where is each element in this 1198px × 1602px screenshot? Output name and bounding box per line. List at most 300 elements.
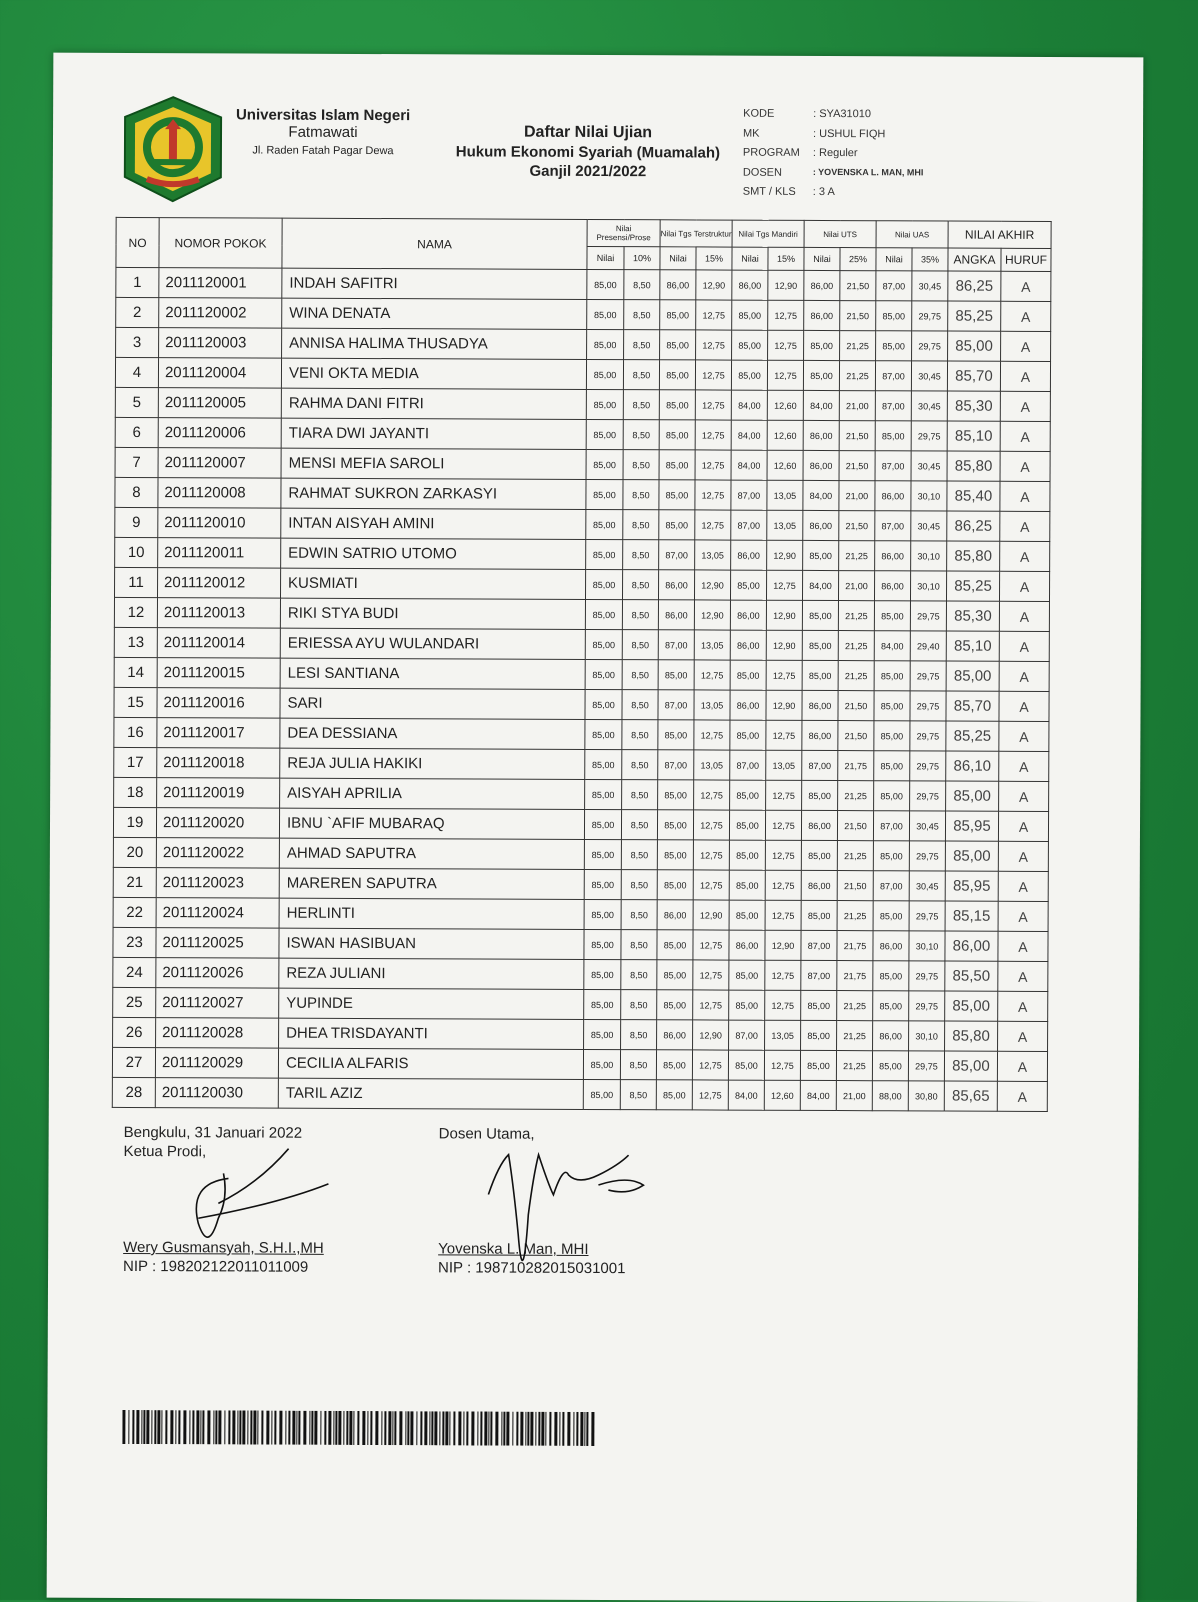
- presensi-nilai: 85,00: [586, 509, 623, 539]
- uas-35: 29,75: [909, 961, 945, 991]
- presensi-nilai: 85,00: [584, 899, 621, 929]
- tgs-man-nilai: 85,00: [728, 1050, 764, 1080]
- presensi-nilai: 85,00: [586, 419, 623, 449]
- row-nim: 2011120008: [158, 478, 281, 509]
- table-row: [114, 747, 1049, 781]
- sub-header-35: 35%: [912, 248, 948, 271]
- meta-key: DOSEN: [742, 166, 783, 179]
- uts-25: 21,50: [839, 421, 875, 451]
- presensi-nilai: 85,00: [585, 719, 622, 749]
- header-tgs-terstruktur: Nilai Tgs Terstruktur: [660, 220, 732, 247]
- uts-nilai: 86,00: [804, 300, 840, 330]
- uas-nilai: 85,00: [873, 961, 909, 991]
- row-nama: DHEA TRISDAYANTI: [279, 1018, 584, 1049]
- tgs-ter-nilai: 85,00: [659, 390, 695, 420]
- presensi-10: 8,50: [622, 600, 658, 630]
- grades-body: [112, 267, 1051, 1111]
- nilai-akhir-huruf: A: [1001, 301, 1051, 331]
- row-no: 17: [114, 747, 157, 777]
- uts-25: 21,50: [837, 871, 873, 901]
- tgs-ter-nilai: 85,00: [657, 960, 693, 990]
- sub-header-nilai: Nilai: [732, 247, 768, 270]
- sub-header-15: 15%: [768, 247, 804, 270]
- tgs-ter-15: 12,75: [695, 360, 731, 390]
- row-nama: WINA DENATA: [282, 298, 587, 329]
- uts-nilai: 85,00: [801, 840, 837, 870]
- presensi-nilai: 85,00: [585, 749, 622, 779]
- presensi-10: 8,50: [622, 630, 658, 660]
- table-row: [115, 417, 1050, 451]
- uts-nilai: 84,00: [803, 480, 839, 510]
- row-no: 7: [115, 447, 158, 477]
- row-no: 22: [113, 897, 156, 927]
- uts-25: 21,25: [840, 331, 876, 361]
- tgs-man-nilai: 85,00: [729, 810, 765, 840]
- row-nama: MENSI MEFIA SAROLI: [281, 448, 586, 479]
- uts-25: 21,00: [836, 1081, 872, 1111]
- row-nim: 2011120019: [157, 778, 280, 809]
- tgs-man-15: 12,90: [766, 600, 802, 630]
- nilai-akhir-angka: 85,95: [945, 871, 998, 901]
- presensi-nilai: 85,00: [584, 809, 621, 839]
- tgs-man-15: 12,75: [764, 1050, 800, 1080]
- tgs-ter-15: 12,75: [693, 870, 729, 900]
- presensi-nilai: 85,00: [583, 1079, 620, 1109]
- presensi-10: 8,50: [622, 780, 658, 810]
- uts-nilai: 86,00: [803, 420, 839, 450]
- presensi-10: 8,50: [621, 900, 657, 930]
- meta-value: : Reguler: [812, 146, 858, 160]
- tgs-man-15: 12,75: [768, 300, 804, 330]
- uas-nilai: 87,00: [876, 271, 912, 301]
- presensi-10: 8,50: [623, 540, 659, 570]
- table-row: [113, 837, 1048, 871]
- nilai-akhir-huruf: A: [997, 1051, 1047, 1081]
- row-nim: 2011120003: [159, 328, 282, 359]
- uas-nilai: 87,00: [873, 871, 909, 901]
- nilai-akhir-angka: 85,00: [945, 991, 998, 1021]
- presensi-nilai: 85,00: [587, 269, 624, 299]
- table-row: [112, 1047, 1047, 1081]
- uas-nilai: 85,00: [874, 721, 910, 751]
- tgs-man-15: 12,90: [767, 540, 803, 570]
- nilai-akhir-huruf: A: [999, 661, 1049, 691]
- uas-nilai: 86,00: [873, 1021, 909, 1051]
- tgs-ter-nilai: 85,00: [659, 360, 695, 390]
- presensi-nilai: 85,00: [587, 299, 624, 329]
- nilai-akhir-angka: 85,80: [947, 541, 1000, 571]
- tgs-ter-15: 12,75: [693, 840, 729, 870]
- presensi-nilai: 85,00: [584, 989, 621, 1019]
- uas-nilai: 86,00: [875, 481, 911, 511]
- row-nim: 2011120017: [157, 718, 280, 749]
- uts-nilai: 86,00: [801, 810, 837, 840]
- tgs-man-nilai: 87,00: [731, 510, 767, 540]
- uts-nilai: 85,00: [801, 990, 837, 1020]
- uas-nilai: 85,00: [872, 1051, 908, 1081]
- header-nilai-akhir: NILAI AKHIR: [948, 221, 1051, 248]
- uts-25: 21,25: [836, 1051, 872, 1081]
- presensi-10: 8,50: [622, 660, 658, 690]
- uts-nilai: 85,00: [801, 1020, 837, 1050]
- tgs-ter-nilai: 86,00: [658, 600, 694, 630]
- row-nim: 2011120028: [156, 1018, 279, 1049]
- nilai-akhir-huruf: A: [999, 751, 1049, 781]
- nilai-akhir-huruf: A: [999, 721, 1049, 751]
- uts-nilai: 86,00: [801, 870, 837, 900]
- nilai-akhir-angka: 85,15: [945, 901, 998, 931]
- tgs-ter-nilai: 85,00: [659, 450, 695, 480]
- presensi-nilai: 85,00: [585, 689, 622, 719]
- presensi-nilai: 85,00: [584, 959, 621, 989]
- uas-35: 29,75: [909, 991, 945, 1021]
- row-no: 28: [112, 1077, 155, 1107]
- tgs-man-nilai: 86,00: [732, 270, 768, 300]
- uts-25: 21,00: [838, 571, 874, 601]
- row-nama: ISWAN HASIBUAN: [279, 928, 584, 959]
- presensi-10: 8,50: [623, 390, 659, 420]
- tgs-ter-15: 13,05: [694, 630, 730, 660]
- uas-nilai: 85,00: [874, 661, 910, 691]
- tgs-ter-15: 12,75: [695, 480, 731, 510]
- nilai-akhir-angka: 85,30: [947, 391, 1000, 421]
- row-nim: 2011120018: [157, 748, 280, 779]
- row-no: 21: [113, 867, 156, 897]
- table-row: [115, 507, 1050, 541]
- uts-25: 21,25: [838, 781, 874, 811]
- nilai-akhir-huruf: A: [998, 961, 1048, 991]
- tgs-man-nilai: 86,00: [730, 600, 766, 630]
- presensi-10: 8,50: [623, 480, 659, 510]
- table-row: [115, 387, 1050, 421]
- nilai-akhir-huruf: A: [998, 991, 1048, 1021]
- tgs-man-15: 13,05: [766, 750, 802, 780]
- row-nim: 2011120016: [157, 688, 280, 719]
- tgs-man-nilai: 85,00: [730, 660, 766, 690]
- tgs-man-15: 12,75: [765, 960, 801, 990]
- presensi-nilai: 85,00: [587, 329, 624, 359]
- uts-25: 21,25: [838, 661, 874, 691]
- row-nama: REZA JULIANI: [279, 958, 584, 989]
- presensi-10: 8,50: [622, 690, 658, 720]
- uas-nilai: 86,00: [873, 931, 909, 961]
- table-row: [116, 267, 1051, 301]
- uas-35: 29,75: [911, 421, 947, 451]
- grades-table: [112, 217, 1052, 1112]
- presensi-nilai: 85,00: [585, 659, 622, 689]
- signer-role: Dosen Utama,: [438, 1125, 535, 1143]
- tgs-ter-15: 12,75: [694, 660, 730, 690]
- tgs-man-nilai: 84,00: [731, 450, 767, 480]
- tgs-man-nilai: 85,00: [729, 840, 765, 870]
- row-nama: MAREREN SAPUTRA: [279, 868, 584, 899]
- tgs-ter-nilai: 86,00: [658, 570, 694, 600]
- tgs-ter-nilai: 85,00: [657, 810, 693, 840]
- meta-row: [743, 147, 924, 167]
- header-uts: Nilai UTS: [804, 220, 876, 247]
- uts-25: 21,25: [837, 901, 873, 931]
- tgs-man-15: 13,05: [767, 510, 803, 540]
- tgs-ter-15: 12,90: [693, 900, 729, 930]
- uts-25: 21,50: [838, 721, 874, 751]
- tgs-ter-15: 12,75: [696, 330, 732, 360]
- table-row: [113, 897, 1048, 931]
- tgs-ter-15: 12,90: [693, 1020, 729, 1050]
- tgs-ter-15: 12,90: [694, 600, 730, 630]
- presensi-10: 8,50: [621, 840, 657, 870]
- presensi-10: 8,50: [621, 870, 657, 900]
- tgs-man-nilai: 85,00: [732, 300, 768, 330]
- tgs-man-15: 12,60: [767, 450, 803, 480]
- tgs-ter-nilai: 86,00: [657, 900, 693, 930]
- row-no: 15: [114, 687, 157, 717]
- uas-35: 30,10: [911, 481, 947, 511]
- row-nim: 2011120013: [157, 598, 280, 629]
- row-nama: REJA JULIA HAKIKI: [280, 748, 585, 779]
- uas-nilai: 84,00: [874, 631, 910, 661]
- document-title: [438, 122, 738, 181]
- presensi-nilai: 85,00: [584, 839, 621, 869]
- uas-35: 30,10: [909, 1021, 945, 1051]
- row-nim: 2011120015: [157, 658, 280, 689]
- uts-25: 21,50: [840, 271, 876, 301]
- uts-nilai: 85,00: [802, 660, 838, 690]
- uas-nilai: 85,00: [875, 421, 911, 451]
- tgs-man-15: 12,75: [766, 780, 802, 810]
- header-tgs-mandiri: Nilai Tgs Mandiri: [732, 220, 804, 247]
- tgs-ter-nilai: 85,00: [657, 990, 693, 1020]
- uas-35: 29,75: [910, 661, 946, 691]
- presensi-nilai: 85,00: [584, 869, 621, 899]
- uts-nilai: 86,00: [803, 450, 839, 480]
- row-nama: CECILIA ALFARIS: [278, 1048, 583, 1079]
- table-row: [114, 687, 1049, 721]
- row-no: 12: [114, 597, 157, 627]
- uas-35: 30,45: [911, 361, 947, 391]
- tgs-ter-nilai: 85,00: [657, 930, 693, 960]
- tgs-man-15: 12,60: [764, 1080, 800, 1110]
- nilai-akhir-angka: 85,50: [945, 961, 998, 991]
- uas-nilai: 85,00: [873, 901, 909, 931]
- tgs-man-nilai: 87,00: [729, 1020, 765, 1050]
- uas-nilai: 86,00: [874, 571, 910, 601]
- tgs-man-nilai: 85,00: [730, 570, 766, 600]
- tgs-ter-nilai: 87,00: [658, 630, 694, 660]
- title-line3: Ganjil 2021/2022: [529, 162, 647, 181]
- nilai-akhir-huruf: A: [999, 781, 1049, 811]
- table-row: [114, 597, 1049, 631]
- presensi-nilai: 85,00: [584, 1019, 621, 1049]
- presensi-nilai: 85,00: [585, 599, 622, 629]
- uas-nilai: 87,00: [873, 811, 909, 841]
- university-address: Jl. Raden Fatah Pagar Dewa: [252, 144, 394, 158]
- tgs-man-15: 13,05: [765, 1020, 801, 1050]
- tgs-ter-nilai: 85,00: [660, 330, 696, 360]
- title-line1: Daftar Nilai Ujian: [523, 123, 653, 142]
- uas-35: 30,10: [911, 541, 947, 571]
- uts-nilai: 86,00: [803, 510, 839, 540]
- place-date: Bengkulu, 31 Januari 2022: [123, 1123, 303, 1142]
- uas-nilai: 87,00: [875, 511, 911, 541]
- tgs-ter-15: 12,75: [695, 510, 731, 540]
- uas-35: 30,45: [909, 871, 945, 901]
- row-no: 8: [115, 477, 158, 507]
- tgs-man-nilai: 85,00: [732, 330, 768, 360]
- uts-25: 21,00: [839, 481, 875, 511]
- nilai-akhir-angka: 85,00: [946, 661, 999, 691]
- header-nama: NAMA: [282, 218, 587, 269]
- university-name-line2: Fatmawati: [288, 123, 358, 141]
- row-no: 18: [114, 777, 157, 807]
- nilai-akhir-angka: 85,25: [946, 571, 999, 601]
- tgs-ter-15: 12,90: [694, 570, 730, 600]
- uas-nilai: 85,00: [873, 841, 909, 871]
- nilai-akhir-huruf: A: [998, 871, 1048, 901]
- tgs-man-15: 12,75: [765, 810, 801, 840]
- tgs-man-15: 12,90: [766, 690, 802, 720]
- table-row: [114, 777, 1049, 811]
- presensi-10: 8,50: [623, 450, 659, 480]
- tgs-ter-nilai: 85,00: [658, 780, 694, 810]
- tgs-ter-nilai: 86,00: [660, 270, 696, 300]
- table-row: [115, 447, 1050, 481]
- row-nama: INTAN AISYAH AMINI: [281, 508, 586, 539]
- table-row: [113, 987, 1048, 1021]
- row-no: 1: [116, 267, 159, 297]
- row-no: 23: [113, 927, 156, 957]
- tgs-ter-nilai: 86,00: [657, 1020, 693, 1050]
- row-nim: 2011120014: [157, 628, 280, 659]
- tgs-man-15: 12,60: [767, 420, 803, 450]
- tgs-ter-15: 13,05: [694, 750, 730, 780]
- presensi-10: 8,50: [623, 510, 659, 540]
- uts-25: 21,50: [839, 451, 875, 481]
- row-nim: 2011120002: [159, 298, 282, 329]
- uas-35: 30,45: [909, 811, 945, 841]
- tgs-ter-15: 12,75: [694, 720, 730, 750]
- tgs-man-nilai: 86,00: [731, 540, 767, 570]
- sub-header-25: 25%: [840, 248, 876, 271]
- row-nim: 2011120023: [156, 868, 279, 899]
- tgs-ter-15: 13,05: [694, 690, 730, 720]
- table-row: [113, 927, 1048, 961]
- row-no: 2: [116, 297, 159, 327]
- nilai-akhir-huruf: A: [998, 1021, 1048, 1051]
- presensi-10: 8,50: [622, 720, 658, 750]
- uts-25: 21,50: [839, 511, 875, 541]
- row-no: 9: [115, 507, 158, 537]
- signer-name: Yovenska L. Man, MHI: [438, 1240, 589, 1258]
- meta-key: SMT / KLS: [742, 185, 796, 198]
- row-nama: RAHMA DANI FITRI: [281, 388, 586, 419]
- tgs-ter-15: 12,75: [692, 1080, 728, 1110]
- table-row: [115, 537, 1050, 571]
- row-no: 24: [113, 957, 156, 987]
- nilai-akhir-huruf: A: [1001, 271, 1051, 301]
- row-nama: VENI OKTA MEDIA: [281, 358, 586, 389]
- nilai-akhir-huruf: A: [1000, 511, 1050, 541]
- row-no: 20: [113, 837, 156, 867]
- row-nim: 2011120005: [158, 388, 281, 419]
- table-row: [114, 627, 1049, 661]
- uts-25: 21,25: [838, 601, 874, 631]
- tgs-man-nilai: 84,00: [731, 390, 767, 420]
- uas-35: 29,75: [910, 751, 946, 781]
- row-nama: HERLINTI: [279, 898, 584, 929]
- tgs-ter-15: 12,75: [695, 450, 731, 480]
- uas-nilai: 85,00: [876, 301, 912, 331]
- presensi-10: 8,50: [621, 990, 657, 1020]
- table-row: [113, 807, 1048, 841]
- tgs-man-nilai: 85,00: [729, 870, 765, 900]
- row-nama: SARI: [280, 688, 585, 719]
- presensi-nilai: 85,00: [583, 1049, 620, 1079]
- uts-nilai: 84,00: [803, 390, 839, 420]
- tgs-ter-15: 12,75: [693, 930, 729, 960]
- tgs-man-nilai: 85,00: [729, 900, 765, 930]
- uts-nilai: 86,00: [802, 690, 838, 720]
- tgs-man-nilai: 86,00: [729, 930, 765, 960]
- uts-nilai: 84,00: [800, 1080, 836, 1110]
- uts-nilai: 85,00: [802, 630, 838, 660]
- tgs-man-nilai: 85,00: [729, 960, 765, 990]
- tgs-man-15: 12,75: [768, 330, 804, 360]
- uts-25: 21,75: [837, 961, 873, 991]
- uts-nilai: 87,00: [801, 960, 837, 990]
- tgs-man-15: 12,75: [767, 360, 803, 390]
- row-nim: 2011120024: [156, 898, 279, 929]
- uts-25: 21,25: [838, 631, 874, 661]
- document-sheet: [47, 53, 1144, 1602]
- nilai-akhir-huruf: A: [998, 811, 1048, 841]
- table-row: [113, 957, 1048, 991]
- table-row: [115, 477, 1050, 511]
- nilai-akhir-huruf: A: [997, 1081, 1047, 1111]
- row-no: 27: [112, 1047, 155, 1077]
- tgs-man-nilai: 86,00: [730, 690, 766, 720]
- tgs-ter-15: 13,05: [695, 540, 731, 570]
- tgs-man-15: 12,75: [766, 720, 802, 750]
- row-nama: ANNISA HALIMA THUSADYA: [282, 328, 587, 359]
- presensi-10: 8,50: [623, 420, 659, 450]
- tgs-man-15: 12,75: [765, 870, 801, 900]
- table-row: [114, 717, 1049, 751]
- nilai-akhir-huruf: A: [999, 691, 1049, 721]
- uts-nilai: 85,00: [804, 330, 840, 360]
- uts-nilai: 85,00: [803, 360, 839, 390]
- nilai-akhir-angka: 85,25: [946, 721, 999, 751]
- course-meta: [743, 108, 924, 206]
- title-line2: Hukum Ekonomi Syariah (Muamalah): [455, 143, 721, 162]
- handwritten-signature-icon: [468, 1144, 689, 1305]
- tgs-ter-15: 12,75: [693, 990, 729, 1020]
- uts-nilai: 86,00: [802, 720, 838, 750]
- table-row: [114, 657, 1049, 691]
- uas-nilai: 88,00: [872, 1081, 908, 1111]
- uas-nilai: 85,00: [874, 781, 910, 811]
- tgs-man-nilai: 86,00: [730, 630, 766, 660]
- signer-nip: NIP : 198710282015031001: [438, 1259, 626, 1278]
- meta-value: : SYA31010: [813, 107, 872, 121]
- meta-key: KODE: [743, 107, 775, 120]
- university-logo-icon: [117, 93, 229, 205]
- nilai-akhir-angka: 86,10: [946, 751, 999, 781]
- sub-header-nilai: Nilai: [660, 247, 696, 270]
- sub-header-nilai: Nilai: [587, 246, 624, 269]
- nilai-akhir-huruf: A: [998, 931, 1048, 961]
- meta-row: [743, 186, 924, 206]
- uts-nilai: 85,00: [802, 780, 838, 810]
